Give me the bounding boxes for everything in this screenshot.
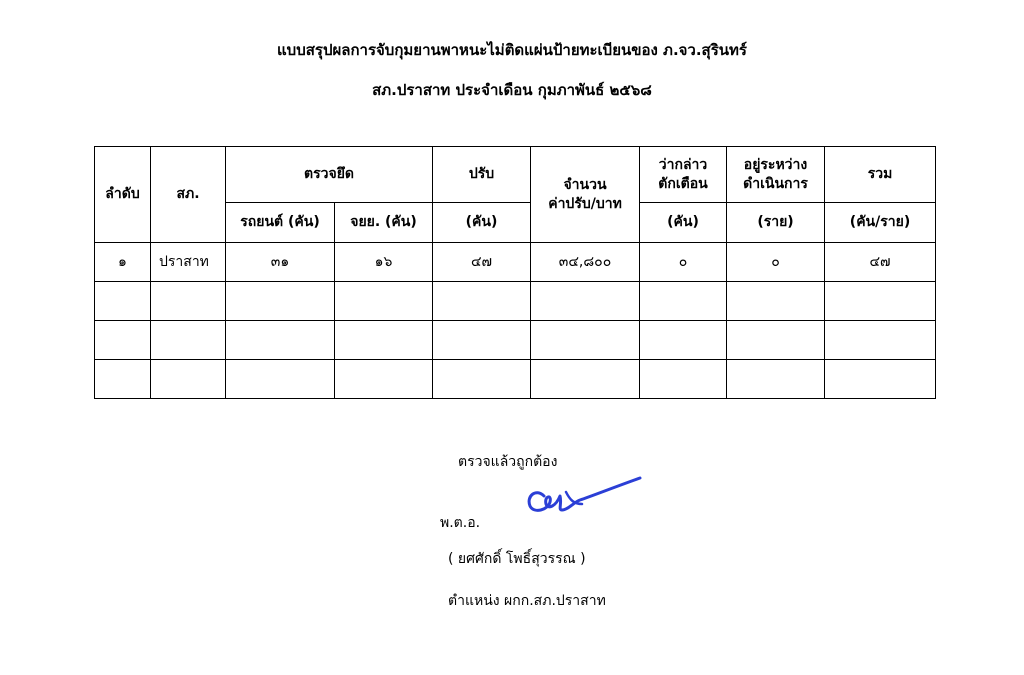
summary-table [94,146,936,399]
header-total-unit: (คัน/ราย) [825,203,936,243]
header-car: รถยนต์ (คัน) [226,203,335,243]
header-amount-line1: จำนวน [563,176,607,193]
rank-label: พ.ต.อ. [440,515,481,531]
header-total: รวม [825,147,936,203]
header-pending-line1: อยู่ระหว่าง [743,156,808,173]
header-pending-unit: (ราย) [727,203,825,243]
table-row [95,243,936,282]
cell-amount: ๓๔,๘๐๐ [531,243,640,282]
cell-station: ปราสาท [151,243,226,282]
table-row-empty [95,321,936,360]
signer-position: ตำแหน่ง ผกก.สภ.ปราสาท [448,593,606,609]
header-pending-line2: ดำเนินการ [743,175,808,192]
cell-pending: ๐ [727,243,825,282]
verified-label: ตรวจแล้วถูกต้อง [458,454,558,470]
header-order: ลำดับ [95,147,151,243]
cell-total: ๔๗ [825,243,936,282]
header-pending [727,147,825,203]
signer-name: ( ยศศักดิ์ โพธิ์สุวรรณ ) [448,551,586,567]
header-fine-unit: (คัน) [433,203,531,243]
header-warn-line1: ว่ากล่าว [658,156,708,173]
header-warn-unit: (คัน) [640,203,727,243]
cell-fine: ๔๗ [433,243,531,282]
header-seize: ตรวจยึด [226,147,433,203]
table-row-empty [95,282,936,321]
report-subtitle: สภ.ปราสาท ประจำเดือน กุมภาพันธ์ ๒๕๖๘ [372,81,652,99]
cell-car: ๓๑ [226,243,335,282]
header-motorcycle: จยย. (คัน) [335,203,433,243]
table-row-empty [95,360,936,399]
header-amount [531,147,640,243]
cell-warn: ๐ [640,243,727,282]
header-warn [640,147,727,203]
header-amount-line2: ค่าปรับ/บาท [548,195,622,212]
cell-motorcycle: ๑๖ [335,243,433,282]
header-fine: ปรับ [433,147,531,203]
cell-order: ๑ [95,243,151,282]
header-warn-line2: ตักเตือน [658,175,708,192]
report-title: แบบสรุปผลการจับกุมยานพาหนะไม่ติดแผ่นป้ายทะเบียนของ ภ.จว.สุรินทร์ [277,41,747,59]
header-station: สภ. [151,147,226,243]
handwritten-signature [522,474,646,524]
